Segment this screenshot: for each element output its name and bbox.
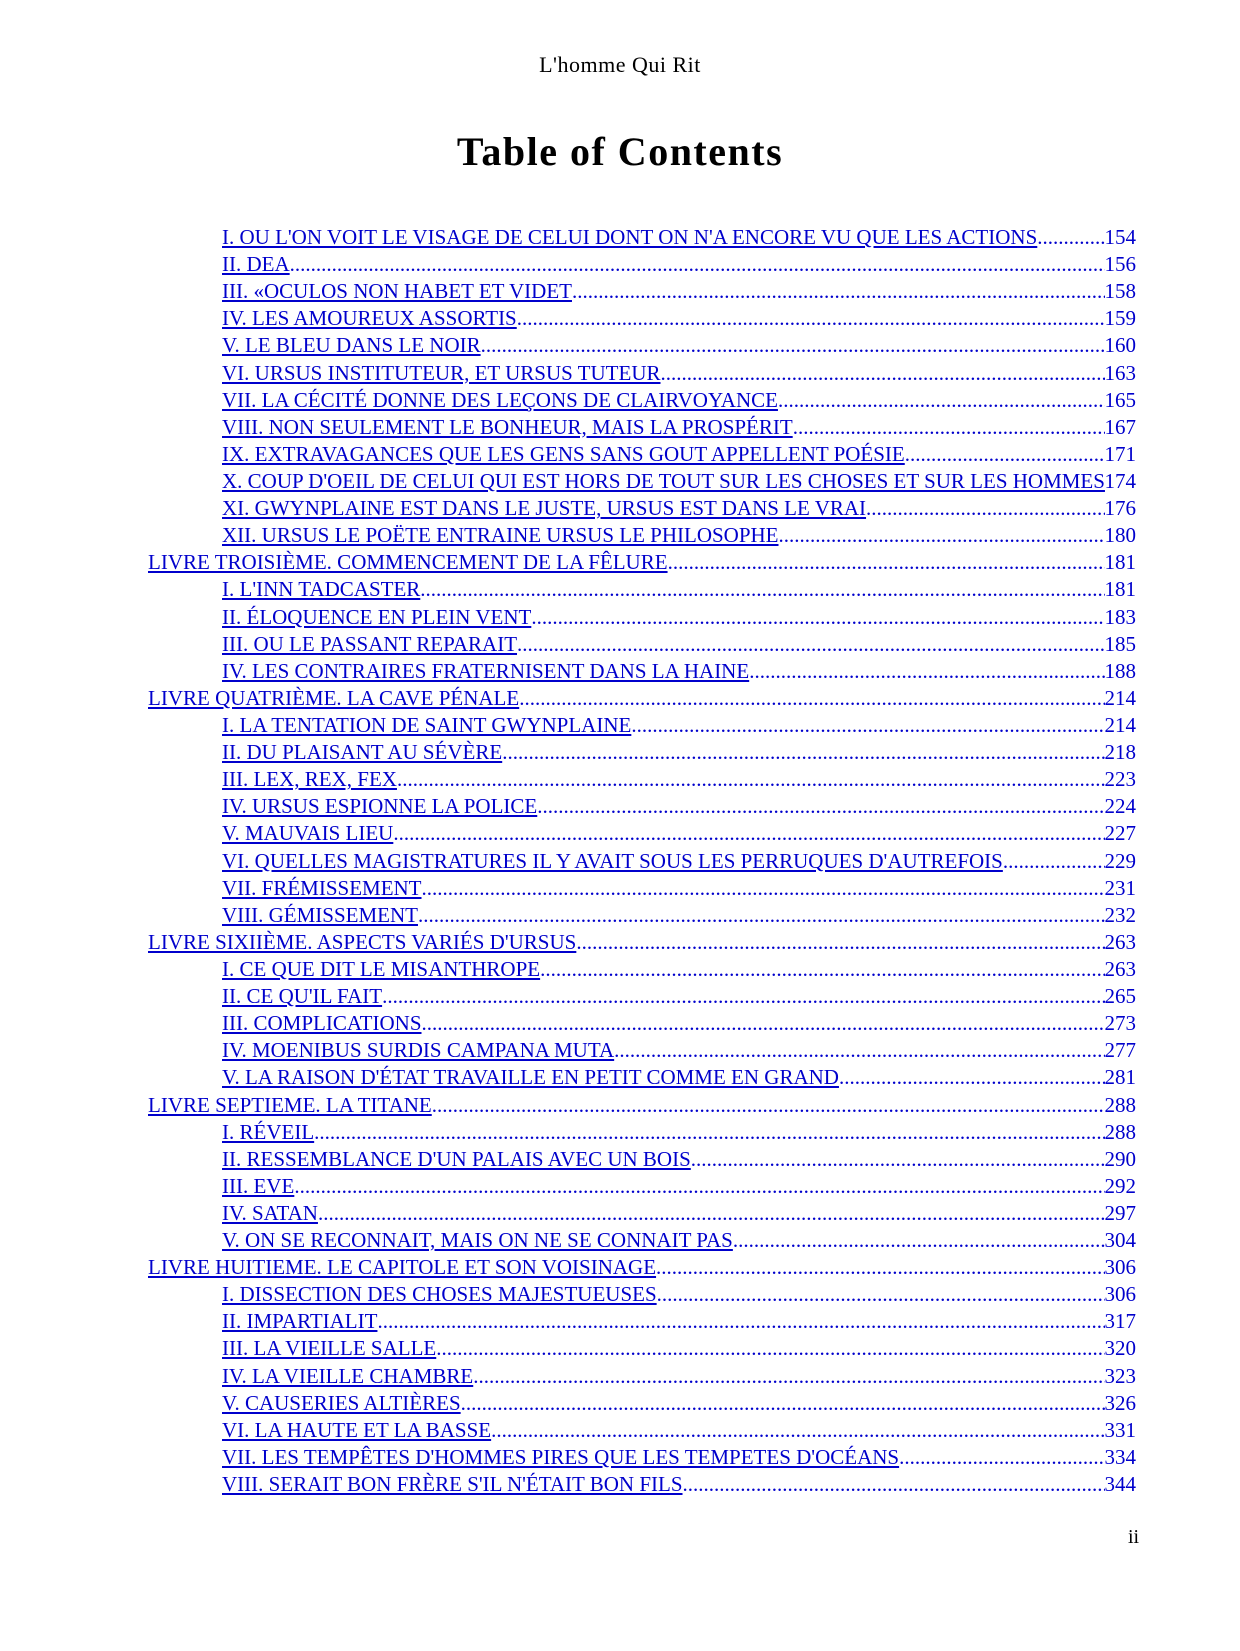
toc-entry-link[interactable]: I. CE QUE DIT LE MISANTHROPE: [222, 956, 541, 981]
toc-chapter-entry[interactable]: [222, 1200, 1136, 1227]
toc-chapter-entry[interactable]: [222, 848, 1136, 875]
toc-page-number[interactable]: 165: [1104, 387, 1136, 412]
toc-chapter-entry[interactable]: [222, 1064, 1136, 1091]
running-header: L'homme Qui Rit: [539, 52, 701, 77]
toc-entry-row: [222, 631, 1136, 658]
toc-dot-leader: [314, 1119, 1104, 1146]
toc-entry-link[interactable]: IV. MOENIBUS SURDIS CAMPANA MUTA: [222, 1038, 615, 1063]
toc-dot-leader: [614, 1037, 1104, 1064]
toc-entry-row: [222, 1146, 1136, 1173]
toc-dot-leader: [397, 766, 1105, 793]
toc-chapter-entry[interactable]: [222, 1471, 1136, 1498]
toc-dot-leader: [393, 820, 1104, 847]
toc-chapter-entry[interactable]: [222, 1173, 1136, 1200]
toc-entry-row: [222, 441, 1136, 468]
toc-chapter-entry[interactable]: [222, 251, 1136, 278]
toc-entry-link[interactable]: IV. SATAN: [222, 1200, 318, 1225]
toc-chapter-entry[interactable]: [222, 902, 1136, 929]
toc-dot-leader: [839, 1064, 1105, 1091]
toc-entry-link[interactable]: I. RÉVEIL: [222, 1119, 315, 1144]
toc-entry-link[interactable]: I. LA TENTATION DE SAINT GWYNPLAINE: [222, 712, 632, 737]
toc-entry-link[interactable]: LIVRE HUITIEME. LE CAPITOLE ET SON VOISINAGE: [148, 1255, 657, 1280]
toc-chapter-entry[interactable]: [222, 1335, 1136, 1362]
toc-entry-link[interactable]: IV. LA VIEILLE CHAMBRE: [222, 1363, 474, 1388]
toc-entry-row: [222, 1308, 1136, 1335]
toc-entry-link[interactable]: II. RESSEMBLANCE D'UN PALAIS AVEC UN BOIS: [222, 1146, 691, 1171]
toc-dot-leader: [473, 1363, 1104, 1390]
toc-chapter-entry[interactable]: [222, 1281, 1136, 1308]
toc-entry-row: [222, 1363, 1136, 1390]
toc-entry-row: [222, 1010, 1136, 1037]
toc-page-number[interactable]: 154: [1104, 225, 1136, 249]
toc-dot-leader: [294, 1173, 1104, 1200]
toc-chapter-entry[interactable]: [222, 1444, 1136, 1471]
toc-entry-row: [222, 1037, 1136, 1064]
toc-entry-link[interactable]: LIVRE QUATRIÈME. LA CAVE PÉNALE: [148, 685, 520, 710]
toc-dot-leader: [531, 604, 1104, 631]
toc-dot-leader: [905, 441, 1105, 468]
toc-entry-link[interactable]: II. ÉLOQUENCE EN PLEIN VENT: [222, 604, 532, 629]
toc-page-number[interactable]: 229: [1104, 848, 1136, 873]
toc-page-number[interactable]: 227: [1104, 821, 1136, 846]
toc-chapter-entry[interactable]: [222, 522, 1136, 549]
toc-dot-leader: [691, 1146, 1105, 1173]
toc-page-number[interactable]: 181: [1104, 550, 1136, 575]
toc-page-number[interactable]: 331: [1104, 1417, 1136, 1442]
toc-page-number[interactable]: 297: [1104, 1200, 1136, 1225]
toc-entry-link[interactable]: VIII. GÉMISSEMENT: [222, 902, 418, 927]
toc-entry-link[interactable]: VIII. NON SEULEMENT LE BONHEUR, MAIS LA PROSPÉRIT: [222, 414, 793, 439]
toc-dot-leader: [318, 1200, 1105, 1227]
toc-entry-row: [222, 712, 1136, 739]
toc-page-number[interactable]: 288: [1104, 1092, 1136, 1117]
toc-page-number[interactable]: 188: [1104, 658, 1136, 683]
toc-chapter-entry[interactable]: [222, 1363, 1136, 1390]
toc-entry-row: [222, 224, 1136, 251]
toc-entry-row: [148, 1254, 1136, 1281]
toc-entry-link[interactable]: II. DU PLAISANT AU SÉVÈRE: [222, 740, 503, 765]
toc-dot-leader: [656, 1254, 1104, 1281]
toc-entry-row: [222, 1444, 1136, 1471]
toc-chapter-entry[interactable]: [222, 387, 1136, 414]
toc-dot-leader: [382, 983, 1104, 1010]
toc-dot-leader: [683, 1471, 1105, 1498]
toc-dot-leader: [290, 251, 1105, 278]
toc-entry-link[interactable]: IX. EXTRAVAGANCES QUE LES GENS SANS GOUT APPELLENT POÉSIE: [222, 441, 905, 466]
toc-dot-leader: [481, 332, 1105, 359]
toc-entry-link[interactable]: LIVRE SIXIIÈME. ASPECTS VARIÉS D'URSUS: [148, 929, 577, 954]
toc-entry-link[interactable]: VI. LA HAUTE ET LA BASSE: [222, 1417, 492, 1442]
toc-entry-link[interactable]: LIVRE SEPTIEME. LA TITANE: [148, 1092, 432, 1117]
toc-dot-leader: [420, 576, 1104, 603]
toc-entry-link[interactable]: IV. LES CONTRAIRES FRATERNISENT DANS LA HAINE: [222, 658, 750, 683]
toc-page-number[interactable]: 323: [1104, 1363, 1136, 1388]
toc-page-number[interactable]: 181: [1104, 577, 1136, 602]
toc-page-number[interactable]: 231: [1104, 875, 1136, 900]
toc-chapter-entry[interactable]: [222, 495, 1136, 522]
toc-dot-leader: [418, 902, 1105, 929]
toc-entry-link[interactable]: X. COUP D'OEIL DE CELUI QUI EST HORS DE TOUT SUR LES CHOSES ET SUR LES HOMMES: [222, 468, 1105, 493]
toc-page-number[interactable]: 174: [1104, 468, 1136, 493]
toc-chapter-entry[interactable]: [222, 820, 1136, 847]
toc-entry-link[interactable]: III. COMPLICATIONS: [222, 1011, 422, 1036]
toc-entry-link[interactable]: VI. URSUS INSTITUTEUR, ET URSUS TUTEUR: [222, 360, 661, 385]
toc-chapter-entry[interactable]: [222, 576, 1136, 603]
toc-chapter-entry[interactable]: [222, 631, 1136, 658]
toc-page-number[interactable]: 320: [1104, 1336, 1136, 1361]
toc-entry-row: [222, 1471, 1136, 1498]
toc-entry-row: [222, 739, 1136, 766]
toc-page-number[interactable]: 183: [1104, 604, 1136, 629]
toc-page-number[interactable]: 185: [1104, 631, 1136, 656]
toc-entry-link[interactable]: V. ON SE RECONNAIT, MAIS ON NE SE CONNAIT PAS: [222, 1228, 733, 1253]
toc-dot-leader: [661, 360, 1105, 387]
toc-entry-link[interactable]: IV. URSUS ESPIONNE LA POLICE: [222, 794, 538, 819]
toc-chapter-entry[interactable]: [222, 604, 1136, 631]
toc-dot-leader: [668, 549, 1105, 576]
toc-page-number[interactable]: 176: [1104, 496, 1136, 521]
toc-entry-row: [222, 820, 1136, 847]
toc-entry-link[interactable]: III. LEX, REX, FEX: [222, 767, 397, 792]
toc-chapter-entry[interactable]: [222, 793, 1136, 820]
toc-entry-row: [222, 983, 1136, 1010]
page-number: ii: [1128, 1526, 1140, 1548]
toc-chapter-entry[interactable]: [222, 1308, 1136, 1335]
toc-entry-row: [148, 1092, 1136, 1119]
toc-page-number[interactable]: 167: [1104, 414, 1136, 439]
toc-chapter-entry[interactable]: [222, 766, 1136, 793]
toc-entry-link[interactable]: XI. GWYNPLAINE EST DANS LE JUSTE, URSUS EST DANS LE VRAI: [222, 496, 867, 521]
toc-page-number[interactable]: 306: [1104, 1282, 1136, 1307]
toc-chapter-entry[interactable]: [222, 983, 1136, 1010]
toc-chapter-entry[interactable]: [222, 360, 1136, 387]
toc-dot-leader: [1037, 224, 1104, 251]
toc-entry-link[interactable]: V. LA RAISON D'ÉTAT TRAVAILLE EN PETIT COMME EN GRAND: [222, 1065, 839, 1090]
toc-dot-leader: [540, 956, 1104, 983]
toc-entry-row: [222, 793, 1136, 820]
toc-entry-row: [222, 1390, 1136, 1417]
toc-entry-link[interactable]: II. IMPARTIALIT: [222, 1309, 378, 1334]
toc-page-number[interactable]: 223: [1104, 767, 1136, 792]
toc-entry-link[interactable]: VII. FRÉMISSEMENT: [222, 875, 422, 900]
toc-page-number[interactable]: 334: [1104, 1444, 1136, 1469]
toc-chapter-entry[interactable]: [222, 658, 1136, 685]
toc-dot-leader: [1003, 848, 1105, 875]
toc-dot-leader: [778, 387, 1105, 414]
toc-entry-row: [222, 902, 1136, 929]
toc-dot-leader: [866, 495, 1104, 522]
toc-chapter-entry[interactable]: [222, 1119, 1136, 1146]
toc-entry-link[interactable]: III. LA VIEILLE SALLE: [222, 1336, 437, 1361]
toc-dot-leader: [572, 278, 1105, 305]
toc-entry-row: [222, 360, 1136, 387]
toc-dot-leader: [519, 685, 1104, 712]
toc-dot-leader: [422, 1010, 1105, 1037]
toc-page-number[interactable]: 180: [1104, 523, 1136, 548]
toc-entry-row: [222, 251, 1136, 278]
toc-entry-link[interactable]: II. DEA: [222, 252, 290, 277]
toc-page-number[interactable]: 277: [1104, 1038, 1136, 1063]
toc-entry-row: [222, 1200, 1136, 1227]
toc-entry-row: [222, 1281, 1136, 1308]
toc-chapter-entry[interactable]: [222, 224, 1136, 251]
toc-dot-leader: [631, 712, 1104, 739]
toc-chapter-entry[interactable]: [222, 956, 1136, 983]
toc-page-number[interactable]: 281: [1104, 1065, 1136, 1090]
toc-entry-link[interactable]: VIII. SERAIT BON FRÈRE S'IL N'ÉTAIT BON FILS: [222, 1472, 683, 1497]
toc-dot-leader: [432, 1092, 1105, 1119]
toc-entry-row: [222, 658, 1136, 685]
toc-dot-leader: [749, 658, 1104, 685]
toc-entry-link[interactable]: II. CE QU'IL FAIT: [222, 984, 383, 1009]
toc-chapter-entry[interactable]: [222, 468, 1136, 495]
toc-entry-row: [222, 875, 1136, 902]
toc-entry-row: [222, 1119, 1136, 1146]
toc-entry-link[interactable]: I. L'INN TADCASTER: [222, 577, 421, 602]
toc-book-entry[interactable]: [148, 929, 1136, 956]
toc-entry-row: [222, 1173, 1136, 1200]
toc-page-number[interactable]: 292: [1104, 1173, 1136, 1198]
toc-chapter-entry[interactable]: [222, 441, 1136, 468]
toc-entry-link[interactable]: V. CAUSERIES ALTIÈRES: [222, 1390, 461, 1415]
toc-dot-leader: [422, 875, 1105, 902]
toc-chapter-entry[interactable]: [222, 332, 1136, 359]
toc-dot-leader: [502, 739, 1104, 766]
toc-entry-row: [222, 766, 1136, 793]
toc-book-entry[interactable]: [148, 1092, 1136, 1119]
toc-entry-link[interactable]: VI. QUELLES MAGISTRATURES IL Y AVAIT SOUS LES PERRUQUES D'AUTREFOIS: [222, 848, 1003, 873]
toc-chapter-entry[interactable]: [222, 414, 1136, 441]
toc-dot-leader: [517, 631, 1104, 658]
toc-entry-row: [148, 685, 1136, 712]
toc-entry-link[interactable]: III. OU LE PASSANT REPARAIT: [222, 631, 518, 656]
toc-entry-link[interactable]: I. DISSECTION DES CHOSES MAJESTUEUSES: [222, 1282, 657, 1307]
toc-book-entry[interactable]: [148, 685, 1136, 712]
toc-chapter-entry[interactable]: [222, 712, 1136, 739]
toc-entry-link[interactable]: V. LE BLEU DANS LE NOIR: [222, 333, 481, 358]
toc-page-number[interactable]: 290: [1104, 1146, 1136, 1171]
toc-dot-leader: [733, 1227, 1105, 1254]
toc-entry-row: [222, 1335, 1136, 1362]
toc-dot-leader: [537, 793, 1104, 820]
toc-page-number[interactable]: 317: [1104, 1309, 1136, 1334]
page-title: Table of Contents: [456, 129, 784, 174]
toc-page-number[interactable]: 156: [1104, 252, 1136, 277]
toc-chapter-entry[interactable]: [222, 278, 1136, 305]
toc-entry-link[interactable]: IV. LES AMOUREUX ASSORTIS: [222, 306, 517, 331]
toc-page-number[interactable]: 263: [1104, 929, 1136, 954]
toc-entry-row: [222, 848, 1136, 875]
toc-chapter-entry[interactable]: [222, 1227, 1136, 1254]
toc-page-number[interactable]: 273: [1104, 1011, 1136, 1036]
toc-book-entry[interactable]: [148, 1254, 1136, 1281]
toc-entry-link[interactable]: III. «OCULOS NON HABET ET VIDET: [222, 279, 572, 304]
toc-page-number[interactable]: 306: [1104, 1255, 1136, 1280]
toc-page-number[interactable]: 158: [1104, 279, 1136, 304]
toc-page-number[interactable]: 265: [1104, 984, 1136, 1009]
toc-entry-row: [222, 522, 1136, 549]
toc-dot-leader: [576, 929, 1104, 956]
toc-page-number[interactable]: 218: [1104, 740, 1136, 765]
toc-entry-row: [222, 332, 1136, 359]
toc-page-number[interactable]: 160: [1104, 333, 1136, 358]
toc-book-entry[interactable]: [148, 549, 1136, 576]
toc-chapter-entry[interactable]: [222, 305, 1136, 332]
toc-entry-row: [222, 414, 1136, 441]
toc-entry-link[interactable]: LIVRE TROISIÈME. COMMENCEMENT DE LA FÊLURE: [148, 550, 668, 575]
toc-page-number[interactable]: 304: [1104, 1228, 1136, 1253]
toc-dot-leader: [491, 1417, 1104, 1444]
toc-entry-row: [148, 929, 1136, 956]
toc-page-number[interactable]: 326: [1104, 1390, 1136, 1415]
toc-entry-row: [222, 1227, 1136, 1254]
toc-entry-row: [222, 1064, 1136, 1091]
toc-list: [0, 224, 1240, 1498]
toc-page-number[interactable]: 263: [1104, 956, 1136, 981]
toc-chapter-entry[interactable]: [222, 739, 1136, 766]
toc-entry-link[interactable]: III. EVE: [222, 1173, 295, 1198]
toc-entry-link[interactable]: VII. LES TEMPÊTES D'HOMMES PIRES QUE LES TEMPETES D'OCÉANS: [222, 1444, 900, 1469]
toc-dot-leader: [461, 1390, 1105, 1417]
toc-page-number[interactable]: 344: [1104, 1472, 1136, 1497]
toc-dot-leader: [436, 1335, 1104, 1362]
toc-entry-row: [222, 305, 1136, 332]
toc-dot-leader: [793, 414, 1105, 441]
toc-dot-leader: [657, 1281, 1105, 1308]
toc-page-number[interactable]: 214: [1104, 712, 1136, 737]
toc-entry-link[interactable]: XII. URSUS LE POËTE ENTRAINE URSUS LE PHILOSOPHE: [222, 523, 779, 548]
toc-page-number[interactable]: 159: [1104, 306, 1136, 331]
toc-entry-link[interactable]: V. MAUVAIS LIEU: [222, 821, 394, 846]
toc-entry-row: [222, 387, 1136, 414]
toc-dot-leader: [517, 305, 1105, 332]
toc-dot-leader: [779, 522, 1105, 549]
toc-chapter-entry[interactable]: [222, 1417, 1136, 1444]
toc-entry-link[interactable]: VII. LA CÉCITÉ DONNE DES LEÇONS DE CLAIRVOYANCE: [222, 387, 778, 412]
toc-entry-row: [148, 549, 1136, 576]
toc-entry-row: [222, 604, 1136, 631]
toc-entry-row: [222, 956, 1136, 983]
toc-chapter-entry[interactable]: [222, 1010, 1136, 1037]
toc-page-number[interactable]: 171: [1104, 441, 1136, 466]
toc-entry-row: [222, 278, 1136, 305]
toc-chapter-entry[interactable]: [222, 1390, 1136, 1417]
toc-chapter-entry[interactable]: [222, 1037, 1136, 1064]
toc-chapter-entry[interactable]: [222, 875, 1136, 902]
toc-entry-row: [222, 576, 1136, 603]
toc-entry-link[interactable]: I. OU L'ON VOIT LE VISAGE DE CELUI DONT ON N'A ENCORE VU QUE LES ACTIONS: [222, 225, 1038, 249]
toc-entry-row: [222, 1417, 1136, 1444]
toc-page-number[interactable]: 214: [1104, 685, 1136, 710]
toc-dot-leader: [899, 1444, 1104, 1471]
toc-chapter-entry[interactable]: [222, 1146, 1136, 1173]
toc-page-number[interactable]: 224: [1104, 794, 1136, 819]
toc-page-number[interactable]: 288: [1104, 1119, 1136, 1144]
toc-dot-leader: [377, 1308, 1104, 1335]
toc-page-number[interactable]: 232: [1104, 902, 1136, 927]
toc-entry-row: [222, 495, 1136, 522]
toc-page-number[interactable]: 163: [1104, 360, 1136, 385]
